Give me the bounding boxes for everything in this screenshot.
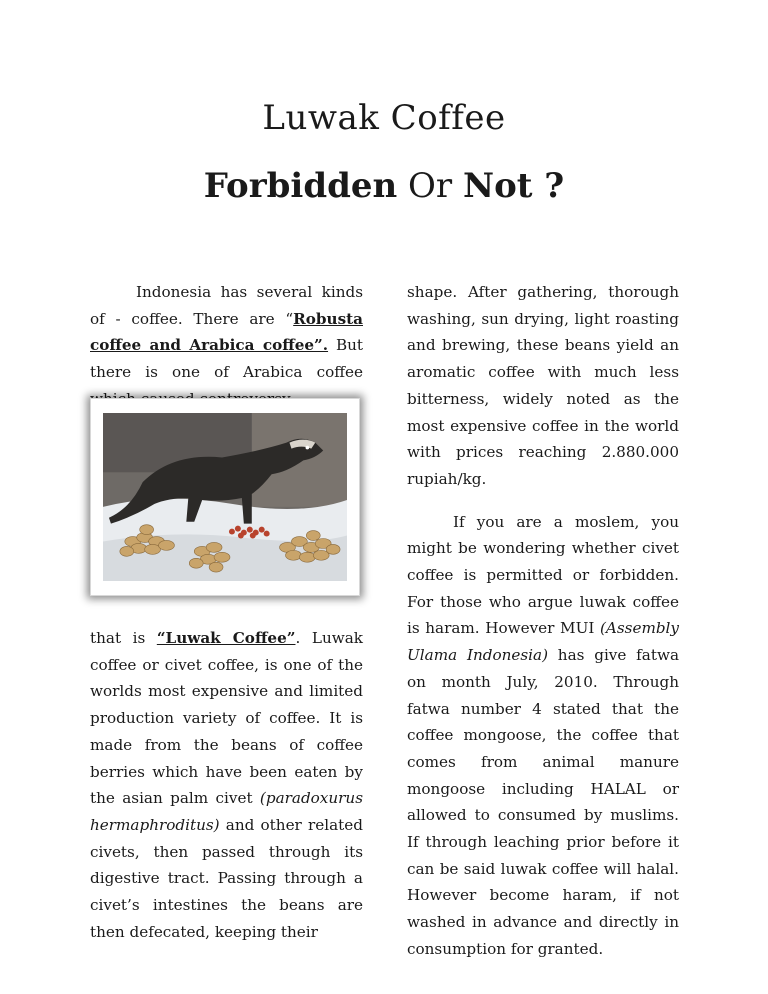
page-subtitle	[0, 166, 768, 206]
luwak-text-1: that is	[90, 629, 157, 647]
subtitle-forbidden: Forbidden	[203, 166, 398, 206]
page-title: Luwak Coffee	[262, 98, 506, 138]
halal-text-2: has give fatwa on month July, 2010. Through fatwa number 4 stated that the coffee mongoose, the coffee that comes from animal manure mongoose including HALAL or allowed to consumed by muslims. If through leaching prior before it can be said luwak coffee will halal. However become haram, if not washed in advance and directly in consumption for granted.	[407, 646, 679, 958]
luwak-text-2: . Luwak coffee or civet coffee, is one of the worlds most expensive and limited production variety of coffee. It is made from the beans of coffee berries which have been eaten by the asian palm civet	[90, 629, 363, 808]
intro-paragraph	[90, 279, 363, 413]
right-column	[407, 279, 679, 963]
process-paragraph: shape. After gathering, thorough washing, sun drying, light roasting and brewing, these beans yield an aromatic coffee with much less bitterness, widely noted as the most expensive coffee in the world with prices reaching 2.880.000 rupiah/kg.	[407, 283, 679, 488]
luwak-text-3: and other related civets, then passed through its digestive tract. Passing through a civet’s intestines the beans are then defecated, keeping their	[90, 815, 363, 941]
mui-expansion: (Assembly Ulama Indonesia)	[407, 619, 679, 665]
intro-text-1: Indonesia has several kinds of - coffee. There are “	[90, 283, 363, 328]
halal-text-1: If you are a moslem, you might be wondering whether civet coffee is permitted or forbidden. For those who argue luwak coffee is haram. However MUI	[407, 512, 679, 638]
scientific-name: (paradoxurus hermaphroditus)	[90, 789, 363, 834]
civet-with-coffee-beans-photo	[103, 413, 347, 581]
left-column-bottom	[90, 625, 363, 945]
left-column-top	[90, 279, 363, 413]
luwak-coffee-highlight: “Luwak Coffee”	[156, 629, 296, 647]
halal-paragraph	[407, 509, 679, 963]
subtitle-not: Not ?	[463, 166, 565, 206]
luwak-description-paragraph	[90, 625, 363, 945]
civet-photo-frame	[90, 398, 360, 596]
robusta-arabica-highlight: Robusta coffee and Arabica coffee”.	[90, 309, 363, 355]
intro-text-2: But there is one of Arabica coffee	[90, 336, 363, 382]
subtitle-or: Or	[408, 166, 453, 206]
